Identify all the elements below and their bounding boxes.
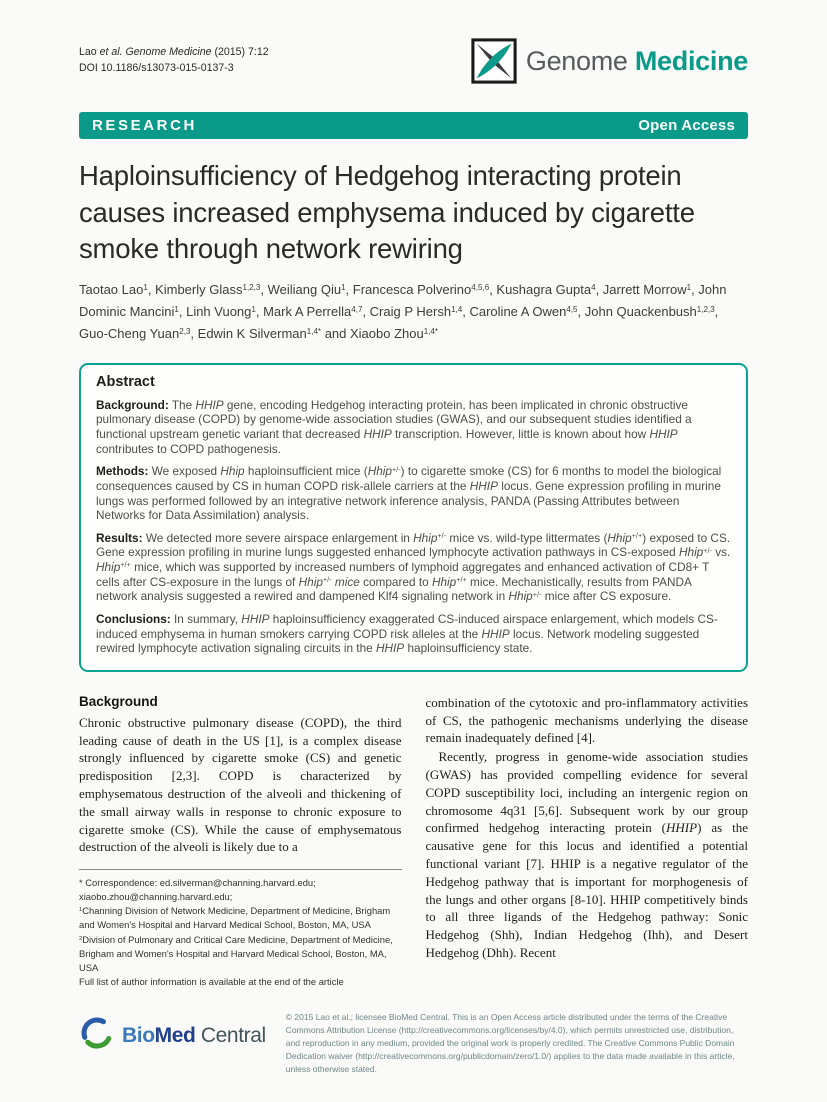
biomed-logo-bio: Bio bbox=[122, 1023, 155, 1047]
open-access-label: Open Access bbox=[638, 117, 735, 134]
author-info-note: Full list of author information is available at the end of the article bbox=[79, 975, 344, 987]
correspondence-note: * Correspondence: ed.silverman@channing.harvard.edu; xiaobo.zhou@channing.harvard.edu; bbox=[79, 877, 316, 903]
body-columns bbox=[79, 694, 748, 989]
section-banner bbox=[79, 112, 748, 139]
abstract-results-label: Results: bbox=[96, 530, 143, 545]
biomed-central-logo-icon bbox=[79, 1015, 115, 1056]
author-list: Taotao Lao$^1$, Kimberly Glass$^{1,2,3}$, Weiliang Qiu$^1$, Francesca Polverino$^{4,5,6}$, Kushagra Gupta$^4$, Jarrett Morrow$^1$, John Dominic Mancini$^1$, Linh Vuong$^1$, Mark A Perrella$^{4,7}$, Craig P Hersh$^{1,4}$, Caroline A Owen$^{4,5}$, John Quackenbush$^{1,2,3}$, Guo-Cheng Yuan$^{2,3}$, Edwin K Silverman$^{1,4*}$ and Xiaobo Zhou$^{1,4*}$ bbox=[79, 281, 727, 342]
page-footer bbox=[79, 1011, 748, 1076]
biomed-logo-med: Med bbox=[154, 1023, 196, 1047]
biomed-wordmark bbox=[122, 1024, 266, 1048]
body-paragraph-continued: combination of the cytotoxic and pro-inflammatory activities of CS, the pathogenic mechanisms underlying the disease remain inadequately defined [4]. bbox=[425, 694, 748, 746]
footnotes bbox=[79, 869, 402, 989]
background-paragraph: Chronic obstructive pulmonary disease (COPD), the third leading cause of death in the US [1], is a complex disease strongly influenced by cigarette smoke (CS) and genetic predisposition [2,3]. COPD is characterized by emphysematous destruction of the alveoli and thickening of the small airway walls in response to chronic exposure to cigarette smoke (CS). While the cause of emphysematous destruction of the alveoli is likely due to a bbox=[79, 714, 402, 855]
affiliation-2: $^2$Division of Pulmonary and Critical Care Medicine, Department of Medicine, Brigham and Women's Hospital and Harvard Medical School, Boston, MA, USA bbox=[79, 933, 393, 973]
masthead bbox=[79, 40, 748, 84]
abstract-conclusions bbox=[96, 612, 731, 656]
affiliation-1: $^1$Channing Division of Network Medicine, Department of Medicine, Brigham and Women's Hospital and Harvard Medical School, Boston, MA, USA bbox=[79, 905, 391, 931]
doi-line: DOI 10.1186/s13073-015-0137-3 bbox=[79, 62, 234, 75]
biomed-central-logo bbox=[79, 1011, 266, 1056]
article-type-label: RESEARCH bbox=[92, 117, 197, 134]
journal-wordmark bbox=[526, 46, 748, 77]
abstract-conclusions-label: Conclusions: bbox=[96, 611, 171, 626]
abstract-background bbox=[96, 398, 731, 457]
abstract-conclusions-text: In summary, HHIP haploinsufficiency exaggerated CS-induced airspace enlargement, which models CS-induced emphysema in human smokers carrying COPD risk alleles at the HHIP locus. Network modeling suggested rewired lymphocyte activation signaling circuits in the HHIP haploinsufficiency state. bbox=[96, 611, 718, 656]
body-paragraph-2: Recently, progress in genome-wide association studies (GWAS) has provided compelling evidence for several COPD susceptibility loci, including an intergenic region on chromosome 4q31 [5,6]. Subsequent work by our group confirmed hedgehog interacting protein (HHIP) as the causative gene for this locus and identified a potential functional variant [7]. HHIP is a negative regulator of the Hedgehog pathway that is important for morphogenesis of the lungs and other organs [8-10]. HHIP competitively binds to all three ligands of the Hedgehog pathway: Sonic Hedgehog (Shh), Indian Hedgehog (Ihh), and Desert Hedgehog (Dhh). Recent bbox=[425, 749, 749, 960]
article-title: Haploinsufficiency of Hedgehog interacting protein causes increased emphysema induced by cigarette smoke through network rewiring bbox=[79, 160, 695, 265]
abstract-methods-label: Methods: bbox=[96, 464, 149, 479]
abstract-results bbox=[96, 531, 731, 604]
journal-name-medicine: Medicine bbox=[634, 45, 748, 76]
license-text: © 2015 Lao et al.; licensee BioMed Central. This is an Open Access article distributed under the terms of the Creative Commons Attribution License (http://creativecommons.org/licenses/by/4.0), which permits unrestricted use, distribution, and reproduction in any medium, provided the original work is properly credited. The Creative Commons Public Domain Dedication waiver (http://creativecommons.org/publicdomain/zero/1.0/) applies to the data made available in this article, unless otherwise stated. bbox=[285, 1012, 735, 1074]
right-column bbox=[426, 694, 749, 989]
background-heading: Background bbox=[79, 693, 158, 709]
abstract-background-text: The HHIP gene, encoding Hedgehog interacting protein, has been implicated in chronic obstructive pulmonary disease (COPD) by genome-wide association studies (GWAS), and our subsequent studies identified a functional upstream genetic variant that decreased HHIP transcription. However, little is known about how HHIP contributes to COPD pathogenesis. bbox=[96, 397, 692, 456]
abstract-background-label: Background: bbox=[96, 397, 169, 412]
abstract-results-text: We detected more severe airspace enlargement in Hhip+/- mice vs. wild-type littermates (Hhip+/+) exposed to CS. Gene expression profiling in murine lungs suggested enhanced lymphocyte activation pathways in CS-exposed Hhip+/- vs. Hhip+/+ mice, which was supported by increased numbers of lymphoid aggregates and enhanced activation of CD8+ T cells after CS-exposure in the lungs of Hhip+/- mice compared to Hhip+/+ mice. Mechanistically, results from PANDA network analysis suggested a rewired and dampened Klf4 signaling network in Hhip+/- mice after CS exposure. bbox=[96, 530, 731, 604]
journal-name-genome: Genome bbox=[525, 45, 628, 76]
abstract-box bbox=[79, 363, 748, 672]
abstract-heading: Abstract bbox=[96, 373, 155, 390]
abstract-methods bbox=[96, 464, 731, 523]
genome-medicine-logo-icon bbox=[471, 38, 517, 84]
left-column bbox=[79, 694, 402, 989]
journal-logo bbox=[471, 38, 748, 84]
citation-block bbox=[79, 40, 269, 77]
abstract-methods-text: We exposed Hhip haploinsufficient mice (Hhip+/-) to cigarette smoke (CS) for 6 months to model the biological consequences caused by CS in human COPD risk-allele carriers at the HHIP locus. Gene expression profiling in murine lungs was performed followed by an integrative network inference analysis, PANDA (Passing Attributes between Networks for Data Assimilation) analysis. bbox=[96, 464, 722, 523]
biomed-logo-central: Central bbox=[200, 1023, 266, 1047]
citation-line: Lao et al. Genome Medicine (2015) 7:12 bbox=[79, 46, 269, 58]
